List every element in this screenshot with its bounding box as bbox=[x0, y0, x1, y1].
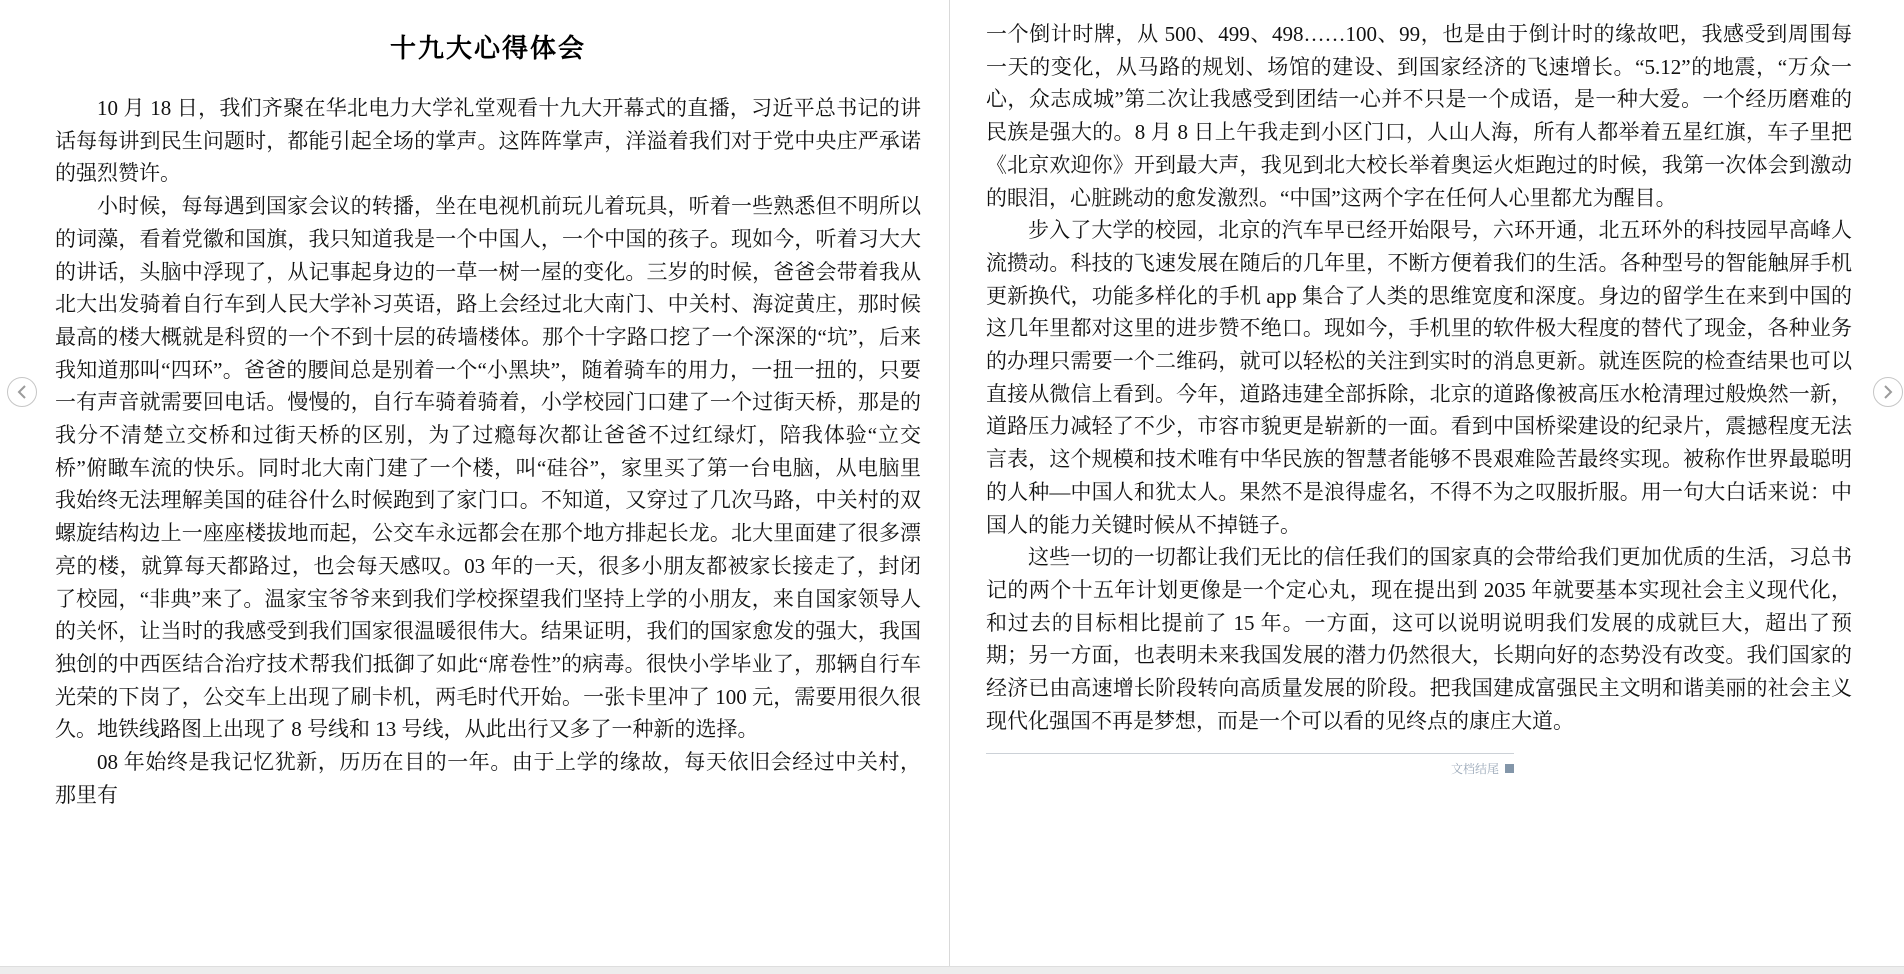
next-page-button[interactable] bbox=[1873, 377, 1903, 407]
document-title: 十九大心得体会 bbox=[389, 34, 586, 63]
paragraph: 10 月 18 日，我们齐聚在华北电力大学礼堂观看十九大开幕式的直播，习近平总书记的讲话每每讲到民生问题时，都能引起全场的掌声。这阵阵掌声，洋溢着我们对于党中央庄严承诺的强烈赞许。 bbox=[55, 96, 921, 186]
paragraph: 一个倒计时牌，从 500、499、498……100、99，也是由于倒计时的缘故吧，我感受到周围每一天的变化，从马路的规划、场馆的建设、到国家经济的飞速增长。“5.12”的地震，“万众一心，众志成城”第二次让我感受到团结一心并不只是一个成语，是一种大爱。一个经历磨难的民族是强大的。8 月 8 日上午我走到小区门口，人山人海，所有人都举着五星红旗，车子里把《北京欢迎你》开到最大声，我见到北大校长举着奥运火炬跑过的时候，我第一次体会到激动的眼泪，心脏跳动的愈发激烈。“中国”这两个字在任何人心里都尤为醒目。 bbox=[986, 22, 1852, 210]
document-end-label: 文档结尾 bbox=[1450, 762, 1499, 777]
page-1-body bbox=[55, 92, 921, 811]
previous-page-button[interactable] bbox=[7, 377, 37, 407]
window-bottom-edge bbox=[0, 966, 1904, 974]
paragraph: 这些一切的一切都让我们无比的信任我们的国家真的会带给我们更加优质的生活，习总书记的两个十五年计划更像是一个定心丸，现在提出到 2035 年就要基本实现社会主义现代化，和过去的目标相比提前了 15 年。一方面，这可以说明说明我们发展的成就巨大，超出了预期；另一方面，也表明未来我国发展的潜力仍然很大，长期向好的态势没有改变。我们国家的经济已由高速增长阶段转向高质量发展的阶段。把我国建成富强民主文明和谐美丽的社会主义现代化强国不再是梦想，而是一个可以看的见终点的康庄大道。 bbox=[986, 545, 1852, 733]
page-1 bbox=[55, 28, 921, 811]
chevron-right-icon bbox=[1883, 385, 1893, 399]
chevron-left-icon bbox=[17, 385, 27, 399]
page-2 bbox=[986, 18, 1852, 777]
document-end-marker bbox=[986, 753, 1514, 777]
end-square-icon bbox=[1505, 764, 1514, 773]
paragraph: 08 年始终是我记忆犹新，历历在目的一年。由于上学的缘故，每天依旧会经过中关村，那里有 bbox=[55, 750, 921, 807]
paragraph: 小时候，每每遇到国家会议的转播，坐在电视机前玩儿着玩具，听着一些熟悉但不明所以的词藻，看着党徽和国旗，我只知道我是一个中国人，一个中国的孩子。现如今，听着习大大的讲话，头脑中浮现了，从记事起身边的一草一树一屋的变化。三岁的时候，爸爸会带着我从北大出发骑着自行车到人民大学补习英语，路上会经过北大南门、中关村、海淀黄庄，那时候最高的楼大概就是科贸的一个不到十层的砖墙楼体。那个十字路口挖了一个深深的“坑”，后来我知道那叫“四环”。爸爸的腰间总是别着一个“小黑块”，随着骑车的用力，一扭一扭的，只要一有声音就需要回电话。慢慢的，自行车骑着骑着，小学校园门口建了一个过街天桥，那是的我分不清楚立交桥和过街天桥的区别，为了过瘾每次都让爸爸不过红绿灯，陪我体验“立交桥”俯瞰车流的快乐。同时北大南门建了一个楼，叫“硅谷”，家里买了第一台电脑，从电脑里我始终无法理解美国的硅谷什么时候跑到了家门口。不知道，又穿过了几次马路，中关村的双螺旋结构边上一座座楼拔地而起，公交车永远都会在那个地方排起长龙。北大里面建了很多漂亮的楼，就算每天都路过，也会每天感叹。03 年的一天，很多小朋友都被家长接走了，封闭了校园，“非典”来了。温家宝爷爷来到我们学校探望我们坚持上学的小朋友，来自国家领导人的关怀，让当时的我感受到我们国家很温暖很伟大。结果证明，我们的国家愈发的强大，我国独创的中西医结合治疗技术帮我们抵御了如此“席卷性”的病毒。很快小学毕业了，那辆自行车光荣的下岗了，公交车上出现了刷卡机，两毛时代开始。一张卡里冲了 100 元，需要用很久很久。地铁线路图上出现了 8 号线和 13 号线，从此出行又多了一种新的选择。 bbox=[55, 194, 921, 742]
paragraph: 步入了大学的校园，北京的汽车早已经开始限号，六环开通，北五环外的科技园早高峰人流攒动。科技的飞速发展在随后的几年里，不断方便着我们的生活。各种型号的智能触屏手机更新换代，功能多样化的手机 app 集合了人类的思维宽度和深度。身边的留学生在来到中国的这几年里都对这里的进步赞不绝口。现如今，手机里的软件极大程度的替代了现金，各种业务的办理只需要一个二维码，就可以轻松的关注到实时的消息更新。就连医院的检查结果也可以直接从微信上看到。今年，道路违建全部拆除，北京的道路像被高压水枪清理过般焕然一新，道路压力减轻了不少，市容市貌更是崭新的一面。看到中国桥梁建设的纪录片，震撼程度无法言表，这个规模和技术唯有中华民族的智慧者能够不畏艰难险苦最终实现。被称作世界最聪明的人种—中国人和犹太人。果然不是浪得虚名，不得不为之叹服折服。用一句大白话来说：中国人的能力关键时候从不掉链子。 bbox=[986, 218, 1852, 537]
page-2-body bbox=[986, 18, 1852, 737]
page-divider bbox=[949, 0, 950, 966]
